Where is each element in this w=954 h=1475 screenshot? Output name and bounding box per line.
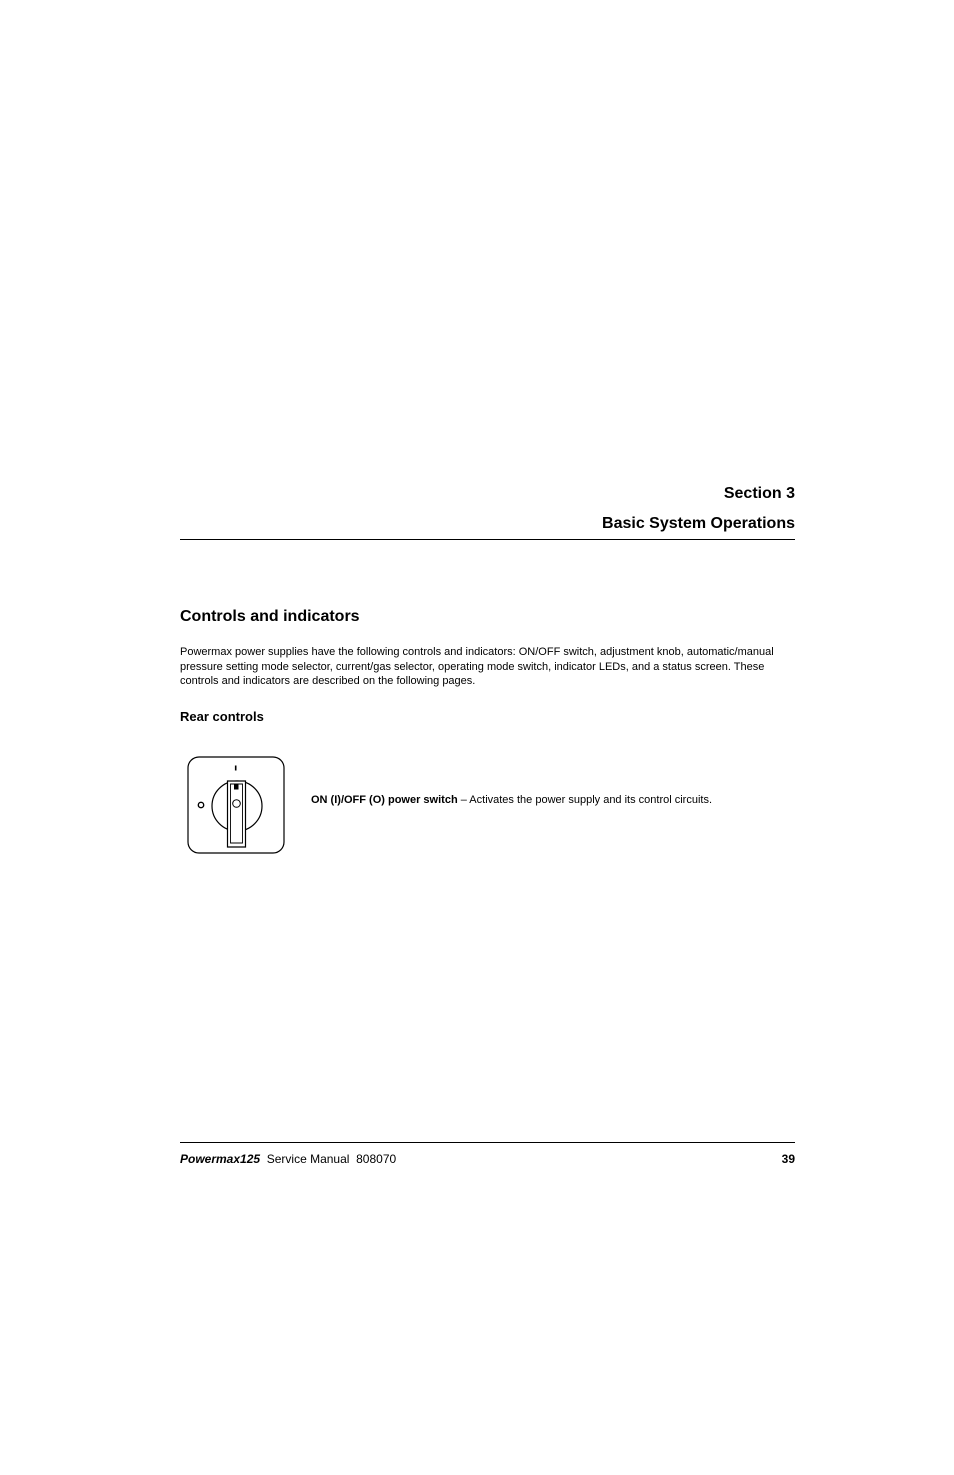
header-divider [180,539,795,540]
section-title: Basic System Operations [602,515,795,532]
footer-product-name: Powermax125 [180,1152,261,1166]
controls-heading: Controls and indicators [180,608,360,625]
power-switch-term: ON (I)/OFF (O) power switch [311,794,458,806]
lever-pivot [233,800,241,808]
power-switch-description [311,794,712,806]
section-number: Section 3 [723,485,795,502]
footer-manual-title: Service Manual [266,1152,350,1166]
page-number: 39 [781,1152,795,1166]
power-switch-text: – Activates the power supply and its control circuits. [457,794,713,806]
on-position-mark [235,766,237,771]
off-position-mark [198,802,203,807]
rear-controls-heading: Rear controls [180,709,264,724]
lever-indicator-mark [234,784,239,790]
footer-manual-info [180,1152,396,1166]
controls-intro-paragraph: Powermax power supplies have the following controls and indicators: ON/OFF switch, adjustment knob, automatic/manual pressure setting mode selector, current/gas selector, operating mode switch, indicator LEDs, and a status screen. These controls and indicators are described on the following pages. [180,646,774,688]
power-switch-illustration [186,755,286,855]
footer-divider [180,1142,795,1143]
footer-part-number: 808070 [356,1152,397,1166]
